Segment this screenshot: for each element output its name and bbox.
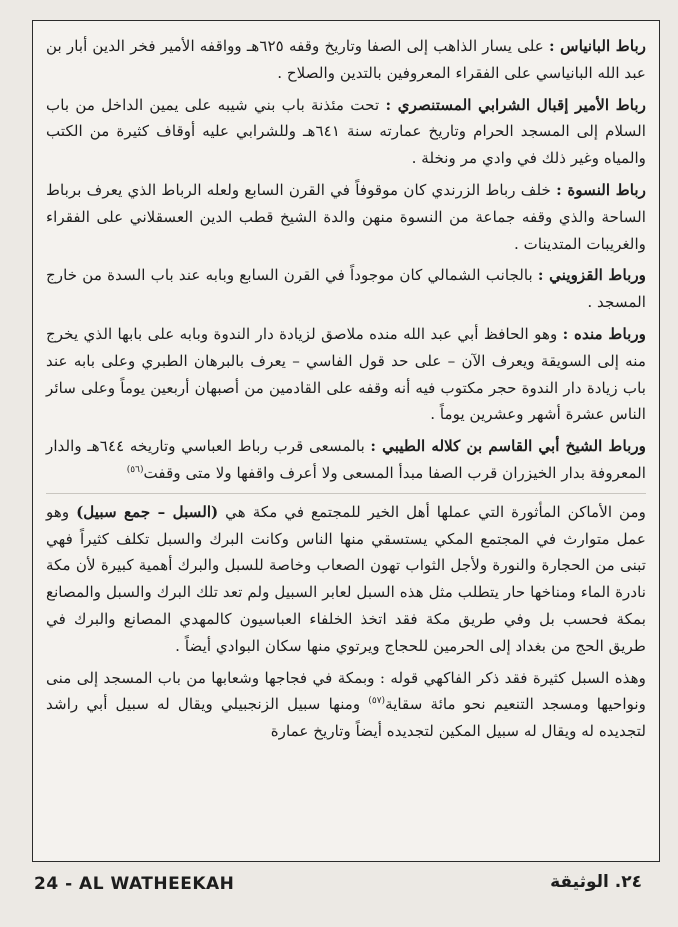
paragraph-body-cont: ومنها سبيل الزنجبيلي ويقال له سبيل أبي راشد لتجديده له ويقال له سبيل المكين لتجديده أيضاً وتاريخ عمارة xyxy=(46,695,646,741)
entry-sharabi xyxy=(46,92,646,172)
entry-tayyibi xyxy=(46,433,646,487)
footnote-ref: (٥٦) xyxy=(126,464,144,475)
entry-title: رباط البانياس : xyxy=(548,37,647,55)
entry-title: رباط الأمير إقبال الشرابي المستنصري : xyxy=(385,95,646,114)
entry-title: ورباط منده : xyxy=(562,324,647,343)
entry-title: رباط النسوة : xyxy=(556,180,646,199)
paragraph-sobol xyxy=(46,499,646,660)
entry-body: وهو الحافظ أبي عبد الله منده ملاصق لزيادة دار الندوة وبابه على بابها الذي يخرج منه إلى السويقة ويعرف الآن – على حد قول الفاسي – يعرف بالبرهان الطبري وعلى بابه عند باب زيادة دار الندوة حجر مكتوب فيه أنه وقفه على القادمين من أصبهان أربعين يوماً وعلى سائر الناس عشرة أشهر وعشرين يوماً . xyxy=(46,324,646,424)
entry-qazwini xyxy=(46,262,646,316)
entry-mandah xyxy=(46,321,646,428)
paragraph-body: وهذه السبل كثيرة فقد ذكر الفاكهي قوله : وبمكة في فجاجها وشعابها من باب المسجد إلى منى ونواحيها ومسجد التنعيم نحو مائة سقاية xyxy=(46,668,646,714)
page-text xyxy=(46,33,646,750)
entry-banyas xyxy=(46,33,646,87)
footer-page-label: 24 - AL WATHEEKAH xyxy=(34,874,235,894)
entry-body: على يسار الذاهب إلى الصفا وتاريخ وقفه ٦٢٥هـ وواقفه الأمير فخر الدين أبار بن عبد الله البانياسي على الفقراء المعروفين بالتدين والصلاح . xyxy=(46,37,646,82)
paragraph-fakihi xyxy=(46,665,646,745)
entry-body: تحت مئذنة باب بني شيبه على يمين الداخل من باب السلام إلى المسجد الحرام وتاريخ عمارته سنة ٦٤١هـ وللشرابي عليه أوقاف كثيرة من الكتب والمياه وغير ذلك في وادي مر ونخلة . xyxy=(46,95,646,168)
entry-title: ورباط الشيخ أبي القاسم بن كلاله الطيبي : xyxy=(370,437,646,456)
paragraph-intro: ومن الأماكن المأثورة التي عملها أهل الخير للمجتمع في مكة هي xyxy=(218,502,646,521)
entry-body: خلف رباط الزرندي كان موقوفاً في القرن السابع ولعله الرباط الذي يعرف برباط الساحة والذي وقفه جماعة من النسوة منهن والدة الشيخ قطب الدين العسقلاني على الفقراء والغريبات المتدينات . xyxy=(46,180,646,253)
entry-title: ورباط القزويني : xyxy=(537,266,646,285)
footnote-ref: (٥٧) xyxy=(368,696,386,707)
paragraph-term: (السبل – جمع سبيل) xyxy=(76,502,219,521)
entry-body: بالجانب الشمالي كان موجوداً في القرن السابع وبابه عند باب السدة من خارج المسجد . xyxy=(46,266,646,312)
entry-niswa xyxy=(46,177,646,257)
footer-page-label-arabic: ٢٤. الوثيقة xyxy=(550,872,642,892)
entry-body: بالمسعى قرب رباط العباسي وتاريخه ٦٤٤هـ والدار المعروفة بدار الخيزران قرب الصفا مبدأ المسعى ولا أعرف واقفها ولا متى وقفت xyxy=(46,437,646,482)
paragraph-body: وهو عمل متوارث في المجتمع المكي يستسقي منها الناس وكانت البرك والسبل تكلف كثيراً فهي تبنى من الحجارة والنورة ولأجل الثواب تهون الصعاب وخاصة للسبل والبرك أهمية كبيرة لأن مكة نادرة الماء ومناخها حار يتطلب مثل هذه السبل لعابر السبيل ولم تعد تلك البرك والسبل والمصانع بمكة فحسب بل وفي طريق مكة فقد اتخذ الخلفاء العباسيون كالمهدي المصانع والبرك في طريق الحج من بغداد إلى الحرمين للحجاج ويرتوي منها سكان البوادي أيضاً . xyxy=(46,502,646,655)
section-divider xyxy=(46,493,646,494)
